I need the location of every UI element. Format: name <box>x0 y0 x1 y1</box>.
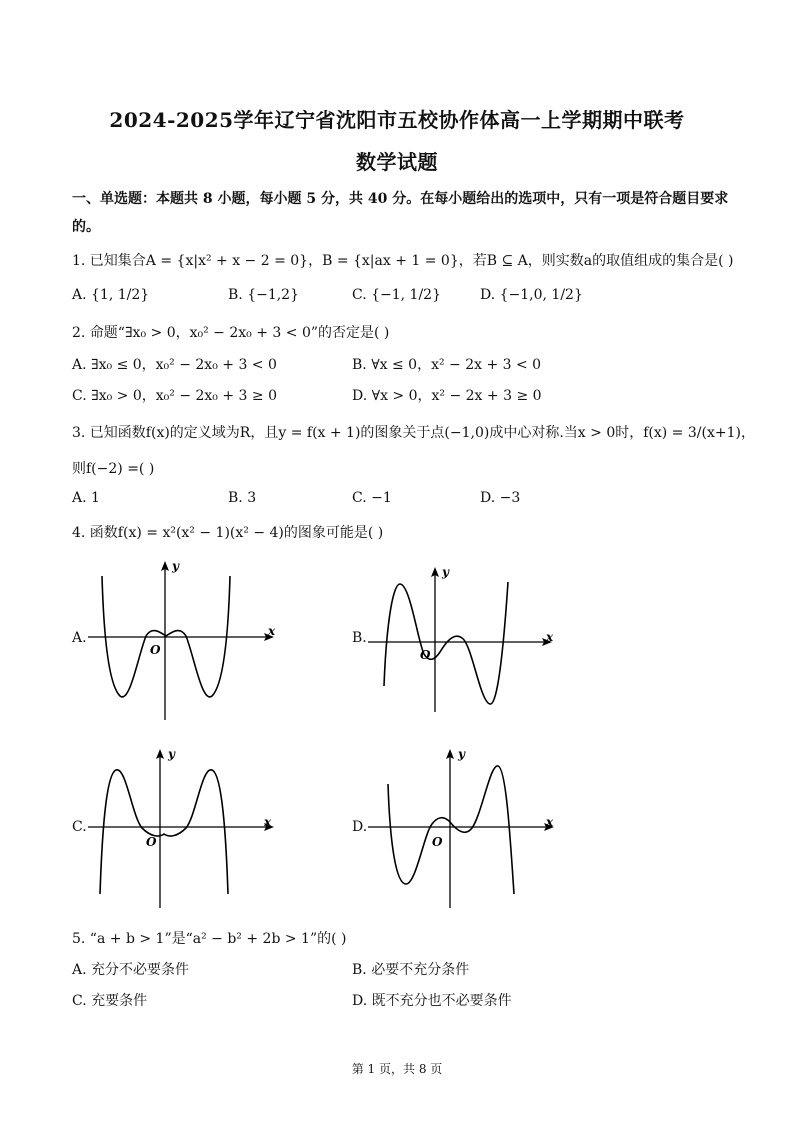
graph-d-curve <box>388 766 514 894</box>
question-1-stem: 1. 已知集合A = {x|x² + x − 2 = 0}，B = {x|ax + 1 = 0}，若B ⊆ A，则实数a的取值组成的集合是( ) <box>72 253 734 269</box>
graph-c-x-label: x <box>264 815 272 829</box>
question-3-option-a: A. 1 <box>72 490 100 506</box>
question-3-option-d: D. −3 <box>480 490 521 506</box>
graph-b <box>368 562 564 720</box>
page-subtitle: 数学试题 <box>356 150 438 174</box>
section-heading-line1: 一、单选题：本题共 8 小题，每小题 5 分，共 40 分。在每小题给出的选项中，只有一项是符合题目要求 <box>72 191 729 207</box>
page-footer: 第 1 页，共 8 页 <box>351 1062 443 1076</box>
graph-d <box>368 744 564 914</box>
graph-c-origin-label: O <box>146 835 157 849</box>
page-title: 2024-2025学年辽宁省沈阳市五校协作体高一上学期期中联考 <box>109 108 685 132</box>
question-5-option-a: A. 充分不必要条件 <box>72 962 190 978</box>
question-5-option-b: B. 必要不充分条件 <box>352 962 470 978</box>
graph-c <box>88 744 284 914</box>
question-3-stem-line2: 则f(−2) =( ) <box>72 461 155 477</box>
graph-d-origin-label: O <box>432 835 443 849</box>
question-2-option-c: C. ∃x₀ > 0，x₀² − 2x₀ + 3 ≥ 0 <box>72 388 277 404</box>
graph-b-curve <box>384 582 508 704</box>
graph-b-origin-label: O <box>420 648 431 662</box>
question-3-stem: 3. 已知函数f(x)的定义域为R，且y = f(x + 1)的图象关于点(−1,0)成中心对称.当x > 0时，f(x) = 3/(x+1)， <box>72 425 755 441</box>
question-1-option-c: C. {−1, 1/2} <box>352 287 441 303</box>
graph-b-x-label: x <box>546 630 554 644</box>
graph-d-x-label: x <box>546 815 554 829</box>
graph-d-label: D. <box>352 819 368 835</box>
question-2-option-d: D. ∀x > 0，x² − 2x + 3 ≥ 0 <box>352 388 542 404</box>
question-1-option-a: A. {1, 1/2} <box>72 287 150 303</box>
graph-d-y-label: y <box>458 747 465 761</box>
question-2-option-a: A. ∃x₀ ≤ 0，x₀² − 2x₀ + 3 < 0 <box>72 357 277 373</box>
graph-c-y-label: y <box>168 747 175 761</box>
graph-a-label: A. <box>72 630 87 646</box>
question-3-option-c: C. −1 <box>352 490 392 506</box>
question-4-stem: 4. 函数f(x) = x²(x² − 1)(x² − 4)的图象可能是( ) <box>72 525 384 541</box>
question-2-option-b: B. ∀x ≤ 0，x² − 2x + 3 < 0 <box>352 357 542 373</box>
graph-a-origin-label: O <box>150 643 161 657</box>
graph-c-label: C. <box>72 819 87 835</box>
question-5-option-d: D. 既不充分也不必要条件 <box>352 993 512 1009</box>
question-5-stem: 5. “a + b > 1”是“a² − b² + 2b > 1”的( ) <box>72 931 347 947</box>
graph-a <box>88 556 284 724</box>
question-2-stem: 2. 命题“∃x₀ > 0，x₀² − 2x₀ + 3 < 0”的否定是( ) <box>72 325 390 341</box>
graph-a-y-label: y <box>172 559 179 573</box>
section-heading-line2: 的。 <box>72 219 100 235</box>
graph-c-curve <box>100 770 228 894</box>
question-1-option-b: B. {−1,2} <box>228 287 299 303</box>
graph-b-y-label: y <box>442 565 449 579</box>
question-3-option-b: B. 3 <box>228 490 257 506</box>
graph-a-x-label: x <box>268 624 276 638</box>
question-5-option-c: C. 充要条件 <box>72 993 148 1009</box>
graph-b-label: B. <box>352 630 367 646</box>
question-1-option-d: D. {−1,0, 1/2} <box>480 287 583 303</box>
